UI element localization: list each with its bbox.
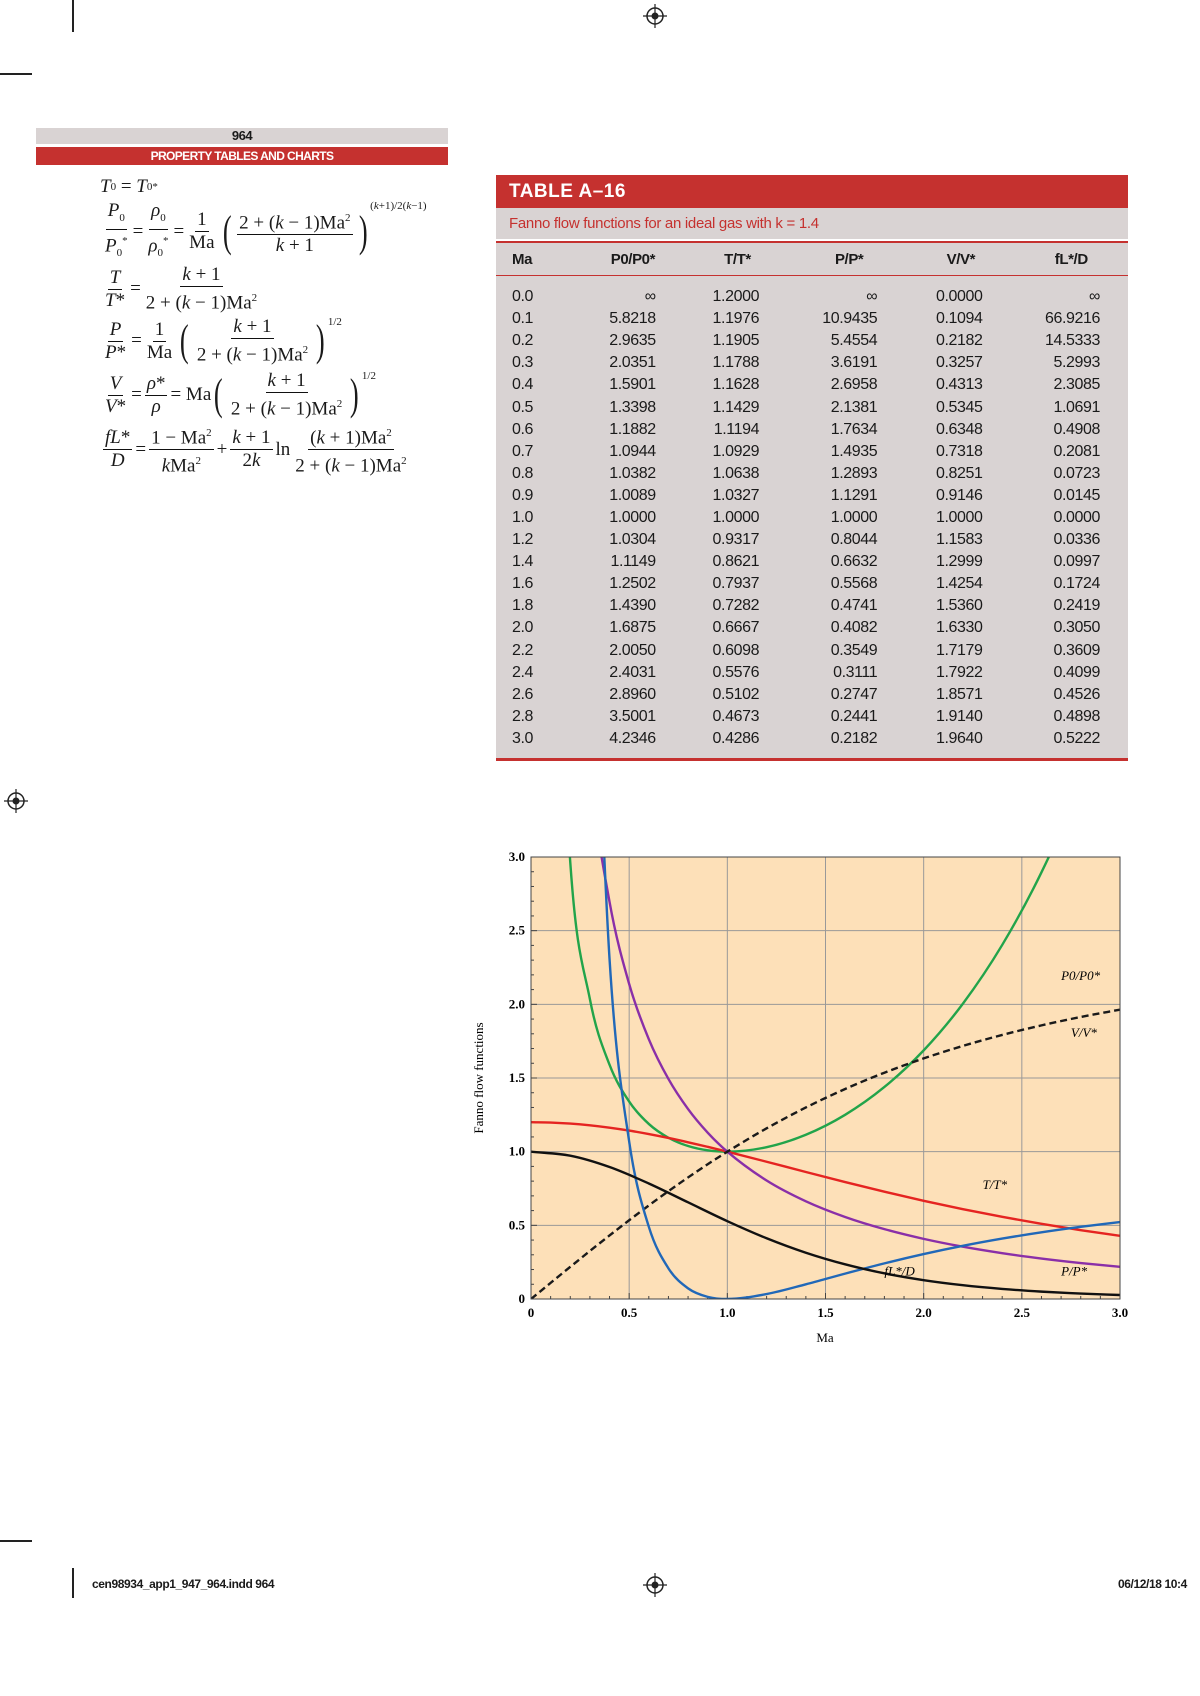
table-cell: 1.8571 xyxy=(935,685,983,703)
table-cell: 1.0000 xyxy=(712,508,760,526)
table-cell: 1.2893 xyxy=(830,464,878,482)
table-cell: 1.1194 xyxy=(713,420,760,438)
table-cell: 1.1628 xyxy=(712,376,760,394)
fanno-chart xyxy=(455,845,1145,1355)
table-cell: 2.0 xyxy=(512,619,534,637)
table-cell: 1.0089 xyxy=(609,486,656,504)
table-cell: 1.1788 xyxy=(712,354,760,372)
series-label: P0/P0* xyxy=(1061,968,1101,984)
table-cell: 1.7922 xyxy=(935,663,983,681)
footer-date: 06/12/18 10:4 xyxy=(1118,1577,1187,1591)
table-row xyxy=(496,352,1128,374)
registration-mark-icon xyxy=(4,789,28,813)
table-header-cell: T/T* xyxy=(684,243,791,276)
table-cell: 1.2999 xyxy=(935,553,983,571)
table-cell: 0.6 xyxy=(512,420,534,438)
x-tick-label: 0.5 xyxy=(621,1305,638,1320)
table-cell: 0.2747 xyxy=(830,685,878,703)
x-tick-label: 2.5 xyxy=(1013,1305,1030,1320)
table-cell: 1.0944 xyxy=(609,442,656,460)
y-tick-label: 0.5 xyxy=(508,1217,525,1233)
table-cell: 0.7282 xyxy=(712,597,760,615)
series-label: T/T* xyxy=(982,1176,1008,1192)
table-cell: 0.3549 xyxy=(830,641,878,659)
y-tick-label: 1.0 xyxy=(508,1143,525,1159)
table-cell: 1.2 xyxy=(512,531,534,549)
table-cell: 3.6191 xyxy=(830,354,878,372)
series-label: fL*/D xyxy=(884,1263,915,1279)
table-header-cell: P0/P0* xyxy=(582,243,684,276)
table-row xyxy=(496,419,1128,441)
table-row xyxy=(496,308,1128,330)
table-cell: 0.4 xyxy=(512,376,534,394)
table-cell: 1.1291 xyxy=(830,486,878,504)
section-title: PROPERTY TABLES AND CHARTS xyxy=(150,149,334,163)
x-axis-label: Ma xyxy=(816,1330,834,1345)
x-tick-label: 2.0 xyxy=(915,1305,932,1320)
table-cell: 0.9317 xyxy=(712,531,760,549)
table-row xyxy=(496,276,1128,309)
table-row xyxy=(496,640,1128,662)
table-row xyxy=(496,485,1128,507)
table-cell: 1.0304 xyxy=(609,531,656,549)
table-cell: 0.4099 xyxy=(1053,663,1100,681)
table-cell: 0.1094 xyxy=(935,310,983,328)
table-cell: 1.5901 xyxy=(609,376,656,394)
x-tick-label: 3.0 xyxy=(1111,1305,1129,1320)
table-cell: 1.4 xyxy=(512,553,534,571)
x-tick-label: 1.5 xyxy=(817,1305,834,1320)
table-cell: 0.8044 xyxy=(830,531,878,549)
y-tick-label: 1.5 xyxy=(508,1070,525,1085)
table-cell: 10.9435 xyxy=(822,310,878,328)
table-cell: 1.0327 xyxy=(712,486,760,504)
table-label: TABLE A–16 xyxy=(509,181,626,202)
y-tick-label: 2.5 xyxy=(508,922,525,938)
table-header-row xyxy=(496,243,1128,276)
table-cell: 2.3085 xyxy=(1053,376,1100,394)
table-cell: ∞ xyxy=(866,288,878,306)
y-tick-labels xyxy=(509,849,526,1306)
crop-mark xyxy=(0,1540,32,1542)
y-tick-label: 2.0 xyxy=(508,996,525,1012)
table-cell: 1.2000 xyxy=(712,288,760,306)
table-cell: ∞ xyxy=(644,288,656,306)
table-cell: 0.8621 xyxy=(712,553,760,571)
table-cell: 0.4082 xyxy=(830,619,878,637)
crop-mark xyxy=(72,0,74,32)
table-cell: 2.0351 xyxy=(609,354,656,372)
table-cell: 0.6098 xyxy=(712,641,760,659)
table-cell: 1.2502 xyxy=(609,575,656,593)
table-cell: 0.0000 xyxy=(1053,508,1100,526)
table-header-cell: P/P* xyxy=(791,243,907,276)
table-header-cell: fL*/D xyxy=(1015,243,1128,276)
table-cell: 5.8218 xyxy=(609,310,656,328)
table-cell: 1.6330 xyxy=(935,619,983,637)
table-cell: 1.0000 xyxy=(830,508,878,526)
x-tick-label: 1.0 xyxy=(719,1305,736,1320)
table-row xyxy=(496,573,1128,595)
table-cell: 0.4908 xyxy=(1053,420,1100,438)
formula-t-ratio: $\frac{T}{T*}$ = $\frac{k + 1}{2 + (k - 1)Ma^2}$ xyxy=(105,264,258,314)
table-cell: 1.1882 xyxy=(609,420,656,438)
table-cell: 1.1976 xyxy=(712,310,760,328)
table-header-cell: Ma xyxy=(496,243,582,276)
table-cell: 1.0000 xyxy=(609,508,656,526)
registration-mark-icon xyxy=(643,1573,667,1597)
table-cell: 1.3398 xyxy=(609,398,656,416)
table-cell: 0.0723 xyxy=(1053,464,1100,482)
series-label: P/P* xyxy=(1061,1263,1088,1279)
table-cell: 0.1724 xyxy=(1053,575,1100,593)
table-cell: 3.5001 xyxy=(609,707,656,725)
table-cell: 5.2993 xyxy=(1053,354,1100,372)
table-cell: 0.0000 xyxy=(935,288,983,306)
table-cell: 2.4 xyxy=(512,663,534,681)
table-cell: 2.9635 xyxy=(609,332,656,350)
footer-file-name: cen98934_app1_947_964.indd 964 xyxy=(92,1577,275,1591)
formula-friction: $\frac{fL*}{D}$ = $\frac{1 - Ma^2}{kMa^2}$ + $\frac{k + 1}{2k}$ ln $\frac{(k + 1)Ma^2}{2 + (k - 1)Ma^2}$ xyxy=(100,422,412,478)
table-cell: 2.8960 xyxy=(609,685,656,703)
table-cell: 4.2346 xyxy=(609,729,656,747)
table-cell: 14.5333 xyxy=(1044,332,1100,350)
page-number: 964 xyxy=(231,128,253,143)
table-cell: 0.0 xyxy=(512,288,534,306)
table-cell: 0.9146 xyxy=(935,486,983,504)
table-cell: 0.6632 xyxy=(830,553,878,571)
table-cell: 0.3050 xyxy=(1053,619,1100,637)
table-cell: 1.7179 xyxy=(935,641,983,659)
table-cell: 0.2182 xyxy=(830,729,878,747)
table-cell: 0.6348 xyxy=(935,420,983,438)
table-cell: 0.0997 xyxy=(1053,553,1100,571)
table-cell: 1.0638 xyxy=(712,464,760,482)
table-cell: 0.7937 xyxy=(712,575,760,593)
table-cell: 1.4390 xyxy=(609,597,656,615)
table-cell: 0.2 xyxy=(512,332,534,350)
series-label: V/V* xyxy=(1070,1025,1097,1041)
table-cell: 0.8 xyxy=(512,464,534,482)
table-cell: 0.3609 xyxy=(1053,641,1100,659)
table-cell: 0.5568 xyxy=(830,575,878,593)
crop-mark xyxy=(0,73,32,75)
table-header-cell: V/V* xyxy=(907,243,1014,276)
table-cell: 2.8 xyxy=(512,707,534,725)
table-row xyxy=(496,684,1128,706)
table-cell: 0.6667 xyxy=(712,619,760,637)
table-cell: 3.0 xyxy=(512,729,534,747)
table-cell: 1.7634 xyxy=(830,420,878,438)
table-cell: 5.4554 xyxy=(830,332,878,350)
table-cell: 1.4935 xyxy=(830,442,878,460)
table-cell: 1.0691 xyxy=(1053,398,1100,416)
table-cell: 0.5576 xyxy=(712,663,760,681)
table-cell: 0.2441 xyxy=(830,707,878,725)
formula-p-ratio: $\frac{P}{P*}$ = $\frac{1}{Ma}$ ( $\frac{k + 1}{2 + (k - 1)Ma^2}$ ) $^{1/2}$ xyxy=(105,316,342,366)
table-row xyxy=(496,551,1128,573)
table-cell: 0.8251 xyxy=(935,464,983,482)
table-cell: 1.4254 xyxy=(935,575,983,593)
table-cell: 0.4673 xyxy=(712,707,760,725)
table-cell: 2.1381 xyxy=(830,398,878,416)
table-cell: 0.3 xyxy=(512,354,534,372)
table-cell: 0.2081 xyxy=(1053,442,1100,460)
table-cell: 0.5345 xyxy=(935,398,983,416)
table-row xyxy=(496,396,1128,418)
formula-t0: T 0 = T 0 * xyxy=(100,176,158,197)
table-cell: 2.6 xyxy=(512,685,534,703)
table-row xyxy=(496,595,1128,617)
formula-p0-ratio: $\frac{P_0}{P_0^*}$ = $\frac{\rho_0}{\rho_0^*}$ = $\frac{1}{Ma}$ ( $\frac{2 + (k - 1)Ma^2}{k + 1}$ ) $^{(k +1)/2(k -1)}$ xyxy=(105,200,427,259)
table-cell: 0.3257 xyxy=(935,354,983,372)
table-cell: 1.9640 xyxy=(935,729,983,747)
table-cell: ∞ xyxy=(1088,288,1100,306)
table-cell: 1.0 xyxy=(512,508,534,526)
table-cell: 0.5102 xyxy=(712,685,760,703)
table-cell: 1.5360 xyxy=(935,597,983,615)
table-cell: 1.0929 xyxy=(712,442,760,460)
table-cell: 1.9140 xyxy=(935,707,983,725)
fanno-table xyxy=(496,243,1128,750)
table-row xyxy=(496,330,1128,352)
table-cell: 0.1 xyxy=(512,310,534,328)
table-row xyxy=(496,507,1128,529)
registration-mark-icon xyxy=(643,4,667,28)
table-cell: 1.1149 xyxy=(610,553,656,571)
table-caption: Fanno flow functions for an ideal gas with k = 1.4 xyxy=(509,215,819,232)
table-cell: 2.4031 xyxy=(609,663,656,681)
table-cell: 2.6958 xyxy=(830,376,878,394)
table-cell: 2.2 xyxy=(512,641,534,659)
table-cell: 0.7 xyxy=(512,442,534,460)
formula-v-ratio: $\frac{V}{V*}$ = $\frac{\rho*}{\rho}$ = Ma ( $\frac{k + 1}{2 + (k - 1)Ma^2}$ ) $^{1/2}$ xyxy=(105,370,376,420)
table-row xyxy=(496,706,1128,728)
table-cell: 0.4526 xyxy=(1053,685,1100,703)
table-cell: 1.6 xyxy=(512,575,534,593)
table-cell: 0.2182 xyxy=(935,332,983,350)
table-cell: 0.4286 xyxy=(712,729,760,747)
table-row xyxy=(496,662,1128,684)
table-cell: 1.1583 xyxy=(935,531,983,549)
table-cell: 1.1429 xyxy=(712,398,760,416)
table-cell: 0.4313 xyxy=(935,376,983,394)
table-cell: 0.0336 xyxy=(1053,531,1100,549)
table-cell: 1.1905 xyxy=(712,332,760,350)
table-row xyxy=(496,463,1128,485)
y-tick-label: 0 xyxy=(518,1291,525,1306)
x-tick-label: 0 xyxy=(527,1305,535,1320)
table-row xyxy=(496,529,1128,551)
table-cell: 0.5 xyxy=(512,398,534,416)
y-tick-label: 3.0 xyxy=(508,849,525,864)
table-cell: 1.8 xyxy=(512,597,534,615)
table-row xyxy=(496,441,1128,463)
x-tick-labels xyxy=(528,1305,1128,1320)
table-cell: 0.0145 xyxy=(1053,486,1100,504)
table-cell: 0.2419 xyxy=(1053,597,1100,615)
table-cell: 1.6875 xyxy=(609,619,656,637)
table-cell: 1.0000 xyxy=(935,508,983,526)
table-row xyxy=(496,617,1128,639)
y-axis-label: Fanno flow functions xyxy=(471,1022,486,1134)
table-cell: 1.0382 xyxy=(609,464,656,482)
table-cell: 0.9 xyxy=(512,486,534,504)
table-cell: 0.4898 xyxy=(1053,707,1100,725)
crop-mark xyxy=(72,1568,74,1598)
table-cell: 66.9216 xyxy=(1044,310,1100,328)
table-cell: 0.7318 xyxy=(935,442,983,460)
table-cell: 2.0050 xyxy=(609,641,656,659)
table-cell: 0.5222 xyxy=(1053,729,1100,747)
table-cell: 0.4741 xyxy=(830,597,878,615)
table-row xyxy=(496,374,1128,396)
table-row xyxy=(496,728,1128,750)
table-cell: 0.3111 xyxy=(833,663,878,681)
